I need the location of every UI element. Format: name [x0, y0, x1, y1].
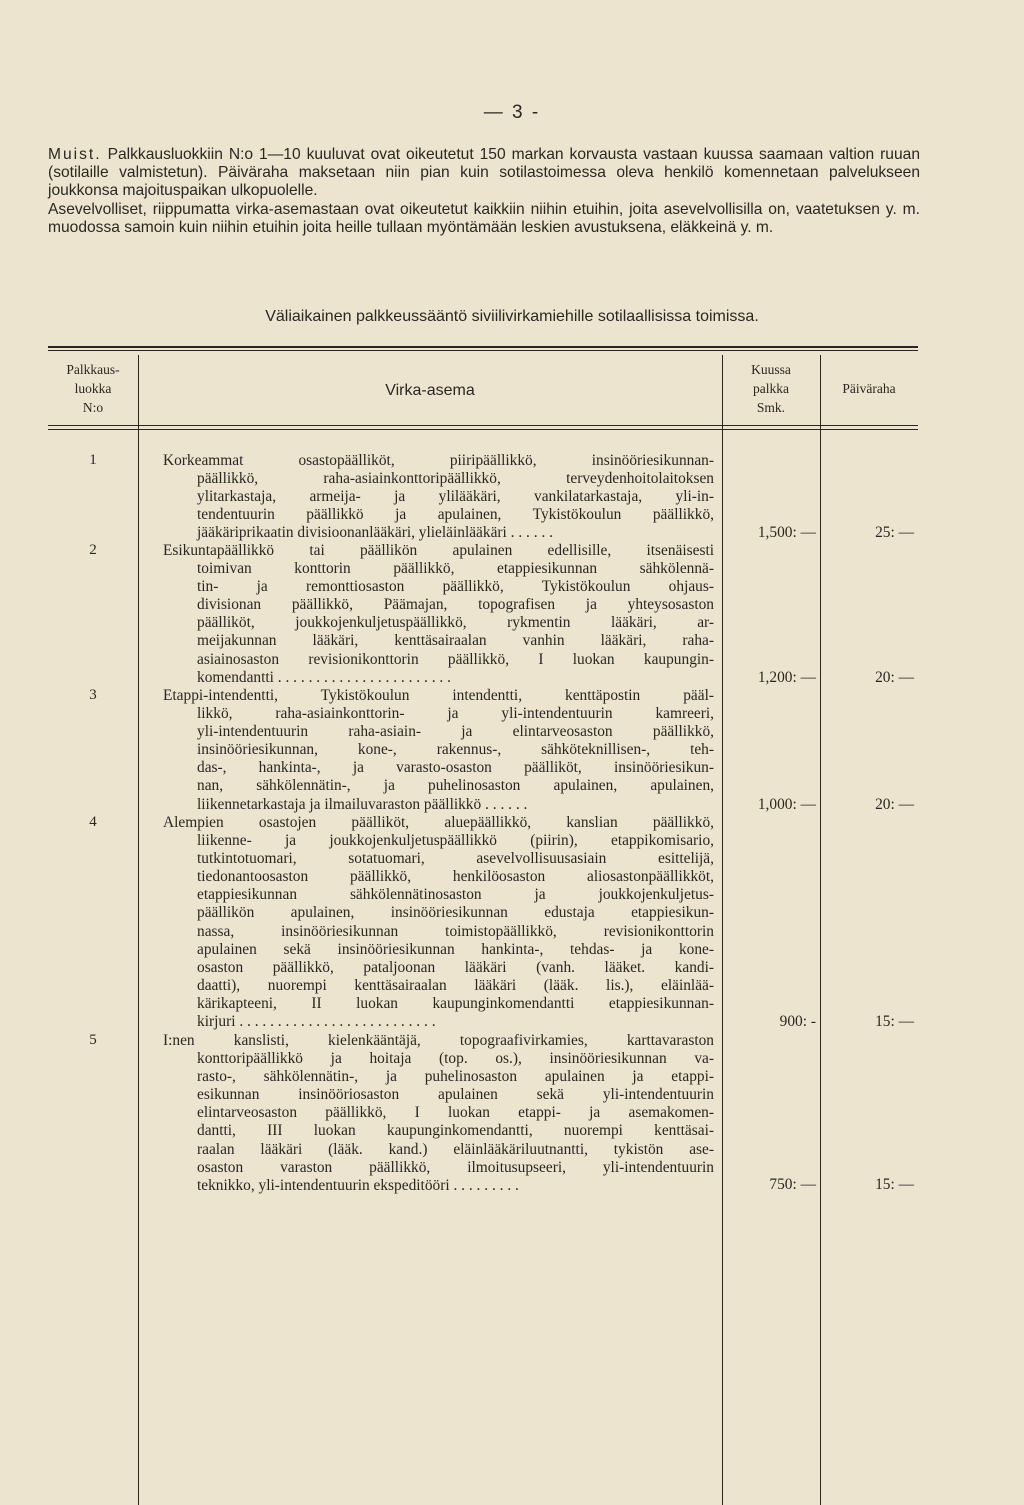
position-line: päällikkö, raha-asiainkonttoripäällikkö, terveydenhoitolaitoksen: [197, 470, 714, 488]
position-line: kärikapteeni, II luokan kaupunginkomendantti etappiesikunnan-: [197, 994, 714, 1012]
position-line: daatti), nuorempi kenttäsairaalan lääkäri (lääk. lis.), eläinlää-: [197, 976, 714, 994]
row-daily-allowance: 20: —: [875, 796, 914, 813]
table-title: Väliaikainen palkkeussääntö siviilivirkamiehille sotilaallisissa toimissa.: [265, 308, 759, 325]
row-monthly-pay: 1,000: —: [757, 796, 816, 813]
header-monthly: [722, 360, 820, 417]
position-line: konttoripäällikkö ja hoitaja (top. os.), insinööriesikunnan va-: [197, 1050, 714, 1068]
position-line: päällikön apulainen, insinööriesikunnan edustaja etappiesikun-: [197, 904, 714, 922]
position-line: tendentuurin päällikkö ja apulainen, Tykistökoulun päällikkö,: [197, 506, 714, 524]
position-line: Esikuntapäällikkö tai päällikön apulainen edellisille, itsenäisesti: [163, 542, 714, 559]
header-class-no: [48, 360, 138, 417]
position-line: insinööriesikunnan, kone-, rakennus-, sähköteknillisen-, teh-: [197, 741, 714, 759]
position-line: Korkeammat osastopäälliköt, piiripäällikkö, insinööriesikunnan-: [163, 452, 714, 469]
position-line: elintarveosaston päällikkö, I luokan etappi- ja asemakomen-: [197, 1104, 714, 1122]
position-line: das-, hankinta-, ja varasto-osaston päälliköt, insinööriesikun-: [197, 759, 714, 777]
col-divider-2: [722, 355, 723, 1505]
row-class-no: 2: [89, 542, 97, 558]
position-line: nassa, insinööriesikunnan toimistopäällikkö, revisionikonttorin: [197, 922, 714, 940]
position-line: ylitarkastaja, armeija- ja ylilääkäri, vankilatarkastaja, yli-in-: [197, 488, 714, 506]
row-monthly-pay: 900: -: [779, 1013, 816, 1030]
position-line: I:nen kanslisti, kielenkääntäjä, topograafivirkamies, karttavaraston: [163, 1032, 714, 1049]
header-monthly-line: palkka: [753, 381, 789, 396]
position-line: liikennetarkastaja ja ilmailuvaraston päällikkö . . . . . .: [197, 795, 528, 813]
row-position: [163, 452, 714, 542]
position-line: jääkäriprikaatin divisioonanlääkäri, ylieläinlääkäri . . . . . .: [197, 524, 553, 542]
position-line: osaston varaston päällikkö, ilmoitusupseeri, yli-intendentuurin: [197, 1158, 714, 1176]
position-line: raalan lääkäri (lääk. kand.) eläinlääkäriluutnantti, tykistön ase-: [197, 1140, 714, 1158]
row-position: [163, 814, 714, 1031]
row-position: [163, 687, 714, 814]
header-daily: Päiväraha: [842, 381, 896, 396]
position-line: etappiesikunnan sähkölennätinosaston ja joukkojenkuljetus-: [197, 886, 714, 904]
position-line: dantti, III luokan kaupunginkomendantti, nuorempi kenttäsai-: [197, 1122, 714, 1140]
position-line: Alempien osastojen päälliköt, aluepäällikkö, kanslian päällikkö,: [163, 814, 714, 831]
position-line: esikunnan insinööriosaston apulainen sekä yli-intendentuurin: [197, 1086, 714, 1104]
header-position: Virka-asema: [385, 382, 475, 399]
position-line: tutkintotuomari, sotatuomari, asevelvollisuusasiain esittelijä,: [197, 850, 714, 868]
row-class-no: 5: [89, 1032, 97, 1048]
position-line: osaston päällikkö, pataljoonan lääkäri (vanh. lääket. kandi-: [197, 958, 714, 976]
note-p1: [48, 146, 920, 201]
header-class-no-line: N:o: [82, 400, 104, 415]
row-monthly-pay: 750: —: [769, 1176, 816, 1193]
header-rule-2: [48, 429, 918, 430]
position-line: päälliköt, joukkojenkuljetuspäällikkö, rykmentin lääkäri, ar-: [197, 614, 714, 632]
note-paragraph: [48, 146, 920, 237]
position-line: tin- ja remonttiosaston päällikkö, Tykistökoulun ohjaus-: [197, 578, 714, 596]
position-line: meijakunnan lääkäri, kenttäsairaalan vanhin lääkäri, raha-: [197, 632, 714, 650]
position-line: liikenne- ja joukkojenkuljetuspäällikkö (piirin), etappikomisario,: [197, 832, 714, 850]
header-monthly-line: Smk.: [756, 400, 786, 415]
row-position: [163, 542, 714, 687]
position-line: Etappi-intendentti, Tykistökoulun intendentti, kenttäpostin pääl-: [163, 687, 714, 704]
row-daily-allowance: 20: —: [875, 669, 914, 686]
header-rule: [48, 425, 918, 426]
row-class-no: 3: [89, 687, 97, 703]
position-line: nan, sähkölennätin-, ja puhelinosaston apulainen, apulainen,: [197, 777, 714, 795]
row-daily-allowance: 15: —: [875, 1013, 914, 1030]
note-p1-text: Palkkausluokkiin N:o 1—10 kuuluvat ovat oikeutetut 150 markan korvausta vastaan kuussa saamaan valtion ruuan (sotilaille valmistetun). Päiväraha maksetaan niin pian kuin sotilastoimessa oleva henkilö komennetaan palvelukseen joukkonsa majoituspaikan ulkopuolelle.: [48, 146, 920, 200]
position-line: teknikko, yli-intendentuurin ekspeditööri . . . . . . . . .: [197, 1176, 519, 1194]
position-line: toimivan konttorin päällikkö, etappiesikunnan sähkölennä-: [197, 560, 714, 578]
note-p2: Asevelvolliset, riippumatta virka-asemastaan ovat oikeutetut kaikkiin niihin etuihin, joita asevelvollisilla on, vaatetuksen y. m. muodossa samoin kuin niihin etuihin joita heille tullaan myöntämään leskien avustuksena, eläkkeinä y. m.: [48, 200, 920, 236]
header-class-no-line: Palkkaus-: [66, 362, 120, 377]
position-line: apulainen sekä insinööriesikunnan hankinta-, tehdas- ja kone-: [197, 940, 714, 958]
row-daily-allowance: 15: —: [875, 1176, 914, 1193]
row-position: [163, 1032, 714, 1195]
row-daily-allowance: 25: —: [875, 524, 914, 541]
position-line: rasto-, sähkölennätin-, ja puhelinosaston apulainen ja etappi-: [197, 1068, 714, 1086]
note-lead: Muist.: [48, 146, 102, 163]
position-line: likkö, raha-asiainkonttorin- ja yli-intendentuurin kamreeri,: [197, 705, 714, 723]
header-class-no-line: luokka: [74, 381, 112, 396]
row-monthly-pay: 1,500: —: [757, 524, 816, 541]
header-monthly-line: Kuussa: [751, 362, 791, 377]
col-divider-3: [820, 355, 821, 1505]
position-line: komendantti . . . . . . . . . . . . . . . . . . . . . . .: [197, 668, 451, 686]
row-monthly-pay: 1,200: —: [757, 669, 816, 686]
position-line: tiedonantoosaston päällikkö, henkilöosaston aliosastonpäällikköt,: [197, 868, 714, 886]
row-class-no: 1: [89, 452, 97, 468]
position-line: yli-intendentuurin raha-asiain- ja elintarveosaston päällikkö,: [197, 723, 714, 741]
position-line: kirjuri . . . . . . . . . . . . . . . . . . . . . . . . . .: [197, 1013, 436, 1031]
position-line: asiainosaston revisionikonttorin päällikkö, I luokan kaupungin-: [197, 650, 714, 668]
row-class-no: 4: [89, 814, 97, 830]
col-divider-1: [138, 355, 139, 1505]
position-line: divisionan päällikkö, Päämajan, topografisen ja yhteysosaston: [197, 596, 714, 614]
table-top-rule: [48, 346, 918, 351]
page-number: — 3 -: [483, 102, 541, 123]
